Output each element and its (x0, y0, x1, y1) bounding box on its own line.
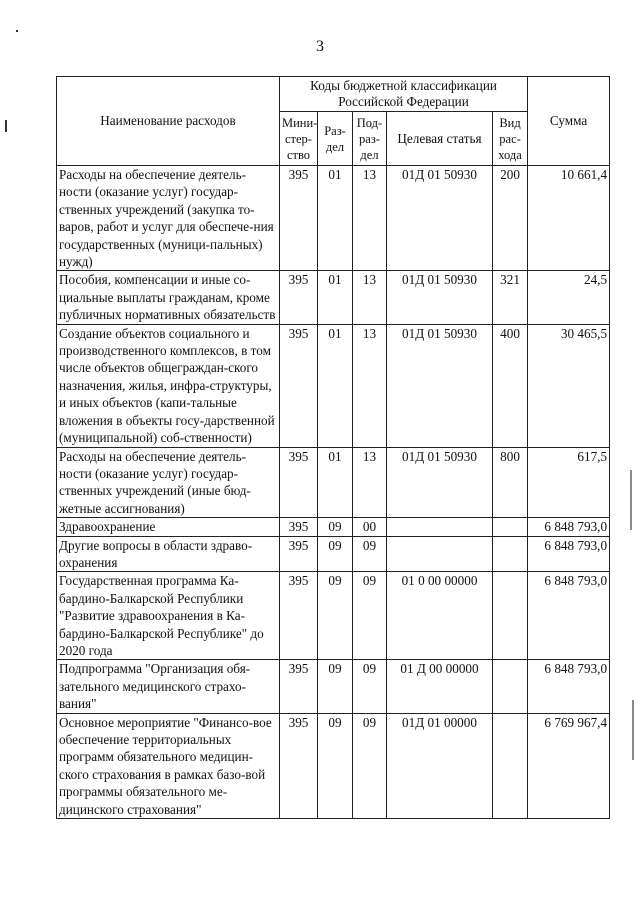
row-sum: 10 661,4 (528, 166, 610, 271)
row-target: 01Д 01 00000 (387, 713, 493, 818)
row-type: 200 (493, 166, 528, 271)
table-row (57, 660, 610, 713)
header-ministry: Мини-стер-ство (280, 112, 318, 166)
header-sum: Сумма (528, 77, 610, 166)
row-ministry: 395 (280, 536, 318, 572)
scan-mark (5, 120, 7, 132)
scan-mark (16, 30, 18, 32)
row-subsection: 13 (353, 271, 387, 324)
table-row (57, 271, 610, 324)
row-sum: 24,5 (528, 271, 610, 324)
row-subsection: 09 (353, 536, 387, 572)
header-name: Наименование расходов (57, 77, 280, 166)
row-name: Подпрограмма "Организация обя-зательного медицинского страхо-вания" (57, 660, 280, 713)
row-target: 01 Д 00 00000 (387, 660, 493, 713)
row-type: 800 (493, 447, 528, 518)
row-type (493, 536, 528, 572)
row-ministry: 395 (280, 166, 318, 271)
table-row (57, 166, 610, 271)
row-ministry: 395 (280, 713, 318, 818)
row-type (493, 713, 528, 818)
row-type (493, 572, 528, 660)
row-section: 01 (318, 447, 353, 518)
row-target: 01Д 01 50930 (387, 324, 493, 447)
table-row (57, 713, 610, 818)
header-type: Вид рас-хода (493, 112, 528, 166)
row-name: Здравоохранение (57, 518, 280, 536)
row-section: 01 (318, 166, 353, 271)
row-sum: 6 848 793,0 (528, 660, 610, 713)
row-ministry: 395 (280, 572, 318, 660)
row-sum: 6 769 967,4 (528, 713, 610, 818)
header-subsection: Под-раз-дел (353, 112, 387, 166)
budget-table (56, 76, 610, 819)
row-ministry: 395 (280, 518, 318, 536)
row-ministry: 395 (280, 447, 318, 518)
row-subsection: 09 (353, 572, 387, 660)
row-subsection: 09 (353, 713, 387, 818)
row-section: 09 (318, 572, 353, 660)
row-name: Расходы на обеспечение деятель-ности (оказание услуг) государ-ственных учреждений (закупка то-варов, работ и услуг для обеспече-ния государственных (муници-пальных) нужд) (57, 166, 280, 271)
row-name: Государственная программа Ка-бардино-Балкарской Республики "Развитие здравоохранения в Ка-бардино-Балкарской Республике" до 2020 года (57, 572, 280, 660)
row-section: 01 (318, 271, 353, 324)
row-sum: 6 848 793,0 (528, 518, 610, 536)
row-sum: 6 848 793,0 (528, 536, 610, 572)
row-section: 09 (318, 518, 353, 536)
row-sum: 617,5 (528, 447, 610, 518)
row-section: 09 (318, 713, 353, 818)
row-target: 01 0 00 00000 (387, 572, 493, 660)
row-subsection: 13 (353, 324, 387, 447)
row-subsection: 13 (353, 447, 387, 518)
row-target: 01Д 01 50930 (387, 166, 493, 271)
row-ministry: 395 (280, 271, 318, 324)
scan-mark (632, 700, 634, 760)
header-section: Раз-дел (318, 112, 353, 166)
table-row (57, 447, 610, 518)
row-sum: 30 465,5 (528, 324, 610, 447)
table-row (57, 572, 610, 660)
row-target: 01Д 01 50930 (387, 447, 493, 518)
header-codes-group: Коды бюджетной классификации Российской Федерации (280, 77, 528, 112)
row-type: 321 (493, 271, 528, 324)
row-type (493, 518, 528, 536)
table-row (57, 324, 610, 447)
row-section: 01 (318, 324, 353, 447)
row-subsection: 13 (353, 166, 387, 271)
table-row (57, 518, 610, 536)
row-name: Пособия, компенсации и иные со-циальные выплаты гражданам, кроме публичных нормативных обязательств (57, 271, 280, 324)
row-subsection: 00 (353, 518, 387, 536)
row-ministry: 395 (280, 324, 318, 447)
scan-mark (630, 470, 632, 530)
row-target: 01Д 01 50930 (387, 271, 493, 324)
header-target: Целевая статья (387, 112, 493, 166)
page-number: 3 (316, 38, 324, 55)
row-name: Основное мероприятие "Финансо-вое обеспечение территориальных программ обязательного медицин-ского страхования в рамках базо-вой программы обязательного ме-дицинского страхования" (57, 713, 280, 818)
row-name: Расходы на обеспечение деятель-ности (оказание услуг) государ-ственных учреждений (иные бюд-жетные ассигнования) (57, 447, 280, 518)
row-type (493, 660, 528, 713)
row-name: Другие вопросы в области здраво-охранения (57, 536, 280, 572)
row-subsection: 09 (353, 660, 387, 713)
table-row (57, 536, 610, 572)
row-ministry: 395 (280, 660, 318, 713)
row-section: 09 (318, 660, 353, 713)
row-section: 09 (318, 536, 353, 572)
row-sum: 6 848 793,0 (528, 572, 610, 660)
row-target (387, 536, 493, 572)
row-target (387, 518, 493, 536)
row-type: 400 (493, 324, 528, 447)
row-name: Создание объектов социального и производственного комплексов, в том числе объектов общеграждан-ского назначения, жилья, инфра-структуры, и иных объектов (капи-тальные вложения в объекты госу-дарственной (муниципальной) соб-ственности) (57, 324, 280, 447)
